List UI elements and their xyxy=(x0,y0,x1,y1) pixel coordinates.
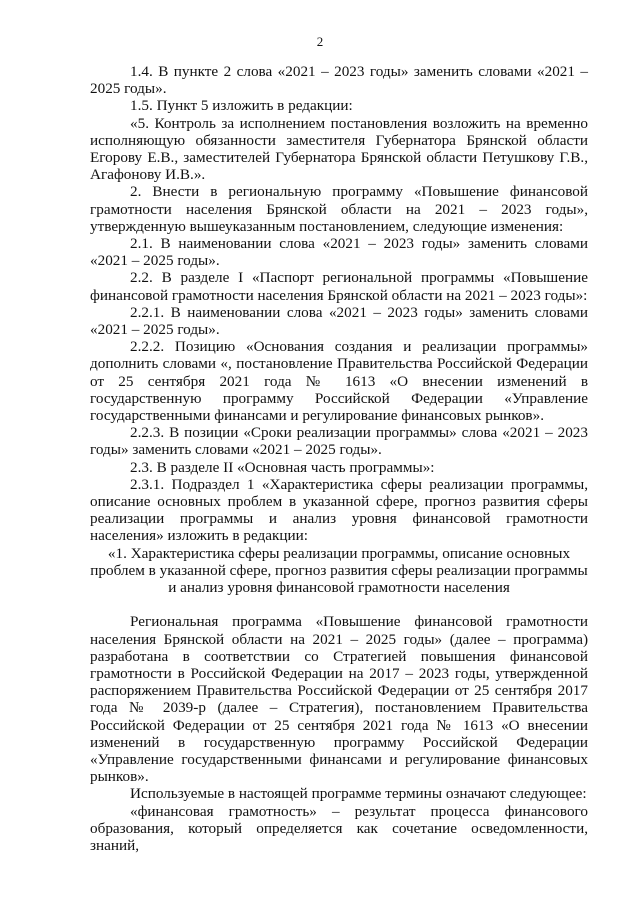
paragraph: 2. Внести в региональную программу «Повышение финансовой грамотности населения Брянской области на 2021 – 2023 годы», утвержденную вышеуказанным постановлением, следующие изменения: xyxy=(90,183,588,235)
paragraph: Региональная программа «Повышение финансовой грамотности населения Брянской области на 2021 – 2025 годы» (далее – программа) разработана в соответствии со Стратегией повышения финансовой грамотности в Российской Федерации на 2017 – 2023 годы, утвержденной распоряжением Правительства Российской Федерации от 25 сентября 2017 года № 2039-р (далее – Стратегия), постановлением Правительства Российской Федерации от 25 сентября 2021 года № 1613 «О внесении изменений в государственную программу Российской Федерации «Управление государственными финансами и регулирование финансовых рынков». xyxy=(90,613,588,786)
paragraph: 2.2. В разделе I «Паспорт региональной программы «Повышение финансовой грамотности населения Брянской области на 2021 – 2023 годы»: xyxy=(90,269,588,304)
paragraph: 2.2.3. В позиции «Сроки реализации программы» слова «2021 – 2023 годы» заменить словами «2021 – 2025 годы». xyxy=(90,424,588,459)
paragraph: 2.3. В разделе II «Основная часть программы»: xyxy=(130,458,435,476)
spacer xyxy=(90,596,588,613)
section-heading: «1. Характеристика сферы реализации программы, описание основных проблем в указанной сфере, прогноз развития сферы реализации программы и анализ уровня финансовой грамотности населения xyxy=(90,544,588,597)
page-number: 2 xyxy=(316,34,324,49)
paragraph: 2.2.2. Позицию «Основания создания и реализации программы» дополнить словами «, постановление Правительства Российской Федерации от 25 сентября 2021 года № 1613 «О внесении изменений в государственную программу Российской Федерации «Управление государственными финансами и регулирование финансовых рынков». xyxy=(90,338,588,425)
paragraph: 1.4. В пункте 2 слова «2021 – 2023 годы» заменить словами «2021 – 2025 годы». xyxy=(90,63,588,98)
paragraph: 1.5. Пункт 5 изложить в редакции: xyxy=(130,97,353,115)
paragraph: «5. Контроль за исполнением постановления возложить на временно исполняющую обязанности заместителя Губернатора Брянской области Егорову Е.В., заместителей Губернатора Брянской области Петушкову Г.В., Агафонову И.В.». xyxy=(90,114,588,184)
paragraph: 2.1. В наименовании слова «2021 – 2023 годы» заменить словами «2021 – 2025 годы». xyxy=(90,235,588,270)
paragraph: Используемые в настоящей программе термины означают следующее: xyxy=(130,785,587,803)
paragraph: 2.2.1. В наименовании слова «2021 – 2023 годы» заменить словами «2021 – 2025 годы». xyxy=(90,303,588,339)
document-body xyxy=(90,63,588,854)
paragraph: «финансовая грамотность» – результат процесса финансового образования, который определяется как сочетание осведомленности, знаний, xyxy=(90,802,588,854)
paragraph: 2.3.1. Подраздел 1 «Характеристика сферы реализации программы, описание основных проблем в указанной сфере, прогноз развития сферы реализации программы и анализ уровня финансовой грамотности населения» изложить в редакции: xyxy=(90,475,588,545)
